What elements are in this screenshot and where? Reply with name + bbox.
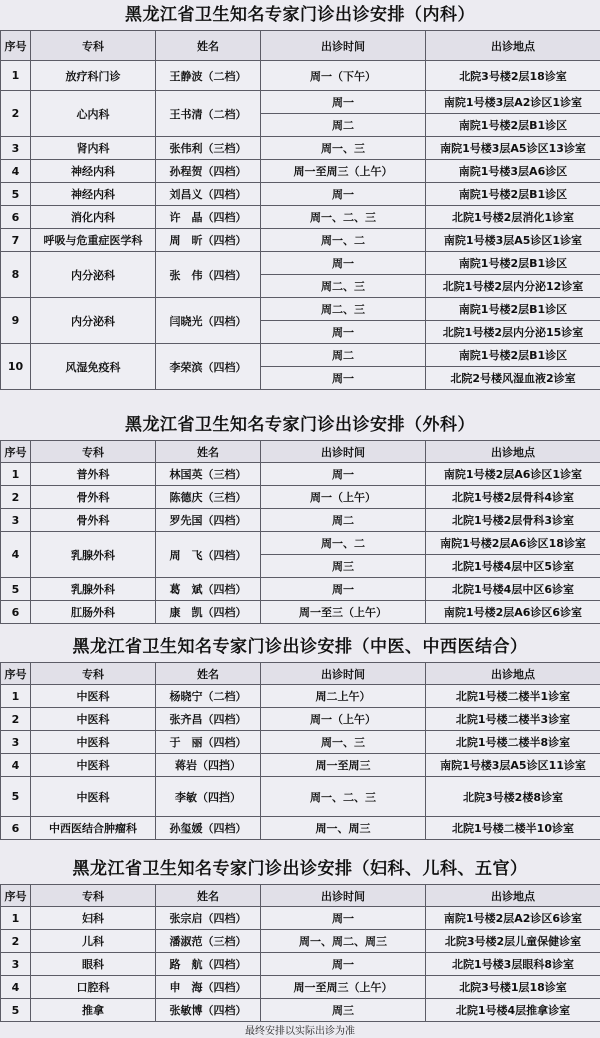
- header-dept: 专科: [31, 441, 156, 463]
- clinic-location: 南院1号楼2层B1诊区: [426, 344, 600, 367]
- table-row: [1, 160, 600, 183]
- table-row: [1, 754, 600, 777]
- row-number: 7: [1, 229, 31, 252]
- doctor-name: 李敏（四挡）: [156, 777, 261, 817]
- department: 乳腺外科: [31, 532, 156, 578]
- row-number: 1: [1, 61, 31, 91]
- section-title: 黑龙江省卫生知名专家门诊出诊安排（妇科、儿科、五官）: [72, 859, 528, 879]
- header-name: 姓名: [156, 441, 261, 463]
- header-row: [1, 31, 600, 61]
- row-number: 2: [1, 708, 31, 731]
- clinic-location: 北院1号楼二楼半3诊室: [426, 708, 600, 731]
- row-number: 2: [1, 91, 31, 137]
- table-row: [1, 252, 600, 275]
- row-number: 3: [1, 953, 31, 976]
- clinic-location: 北院1号楼4层中区6诊室: [426, 578, 600, 601]
- row-number: 5: [1, 578, 31, 601]
- department: 消化内科: [31, 206, 156, 229]
- header-row: [1, 663, 600, 685]
- header-row: [1, 441, 600, 463]
- schedule-table: [0, 662, 600, 840]
- clinic-time: 周一、二: [261, 532, 426, 555]
- clinic-time: 周三: [261, 555, 426, 578]
- clinic-location: 南院1号楼2层B1诊区: [426, 252, 600, 275]
- department: 中医科: [31, 708, 156, 731]
- doctor-name: 刘昌义（四档）: [156, 183, 261, 206]
- row-number: 4: [1, 754, 31, 777]
- row-number: 2: [1, 930, 31, 953]
- row-number: 5: [1, 777, 31, 817]
- table-row: [1, 61, 600, 91]
- doctor-name: 王静波（二档）: [156, 61, 261, 91]
- doctor-name: 康 凯（四档）: [156, 601, 261, 624]
- clinic-time: 周二: [261, 509, 426, 532]
- row-number: 5: [1, 999, 31, 1022]
- clinic-time: 周二: [261, 114, 426, 137]
- clinic-location: 北院1号楼2层骨科4诊室: [426, 486, 600, 509]
- department: 神经内科: [31, 183, 156, 206]
- clinic-time: 周二: [261, 344, 426, 367]
- header-row: [1, 885, 600, 907]
- row-number: 3: [1, 509, 31, 532]
- header-place: 出诊地点: [426, 441, 600, 463]
- table-row: [1, 463, 600, 486]
- department: 眼科: [31, 953, 156, 976]
- department: 中医科: [31, 685, 156, 708]
- clinic-time: 周一: [261, 953, 426, 976]
- table-row: [1, 601, 600, 624]
- clinic-time: 周一: [261, 91, 426, 114]
- row-number: 1: [1, 907, 31, 930]
- clinic-location: 北院3号楼1层18诊室: [426, 976, 600, 999]
- doctor-name: 张宗启（四档）: [156, 907, 261, 930]
- table-row: [1, 298, 600, 321]
- department: 呼吸与危重症医学科: [31, 229, 156, 252]
- clinic-time: 周一至周三（上午）: [261, 160, 426, 183]
- clinic-time: 周一、二、三: [261, 777, 426, 817]
- doctor-name: 葛 斌（四档）: [156, 578, 261, 601]
- clinic-location: 北院1号楼4层中区5诊室: [426, 555, 600, 578]
- clinic-location: 北院1号楼2层骨科3诊室: [426, 509, 600, 532]
- table-row: [1, 578, 600, 601]
- row-number: 4: [1, 532, 31, 578]
- clinic-time: 周一、周三: [261, 817, 426, 840]
- clinic-location: 北院1号楼2层消化1诊室: [426, 206, 600, 229]
- doctor-name: 陈德庆（三档）: [156, 486, 261, 509]
- header-no: 序号: [1, 663, 31, 685]
- header-dept: 专科: [31, 663, 156, 685]
- clinic-time: 周一至三（上午）: [261, 601, 426, 624]
- table-row: [1, 137, 600, 160]
- department: 中医科: [31, 731, 156, 754]
- header-no: 序号: [1, 885, 31, 907]
- schedule-section: [0, 632, 600, 840]
- table-row: [1, 817, 600, 840]
- department: 推拿: [31, 999, 156, 1022]
- clinic-location: 南院1号楼2层B1诊区: [426, 298, 600, 321]
- row-number: 6: [1, 601, 31, 624]
- row-number: 8: [1, 252, 31, 298]
- header-no: 序号: [1, 441, 31, 463]
- header-time: 出诊时间: [261, 885, 426, 907]
- table-row: [1, 229, 600, 252]
- department: 口腔科: [31, 976, 156, 999]
- table-row: [1, 907, 600, 930]
- clinic-time: 周一（上午）: [261, 708, 426, 731]
- doctor-name: 申 海（四档）: [156, 976, 261, 999]
- department: 内分泌科: [31, 298, 156, 344]
- table-row: [1, 532, 600, 555]
- row-number: 4: [1, 976, 31, 999]
- clinic-location: 北院3号楼2楼8诊室: [426, 777, 600, 817]
- doctor-name: 孙程贺（四档）: [156, 160, 261, 183]
- header-time: 出诊时间: [261, 441, 426, 463]
- department: 风湿免疫科: [31, 344, 156, 390]
- row-number: 4: [1, 160, 31, 183]
- clinic-location: 北院1号楼二楼半8诊室: [426, 731, 600, 754]
- clinic-location: 北院3号楼2层18诊室: [426, 61, 600, 91]
- doctor-name: 闫晓光（四档）: [156, 298, 261, 344]
- doctor-name: 张敏博（四档）: [156, 999, 261, 1022]
- clinic-time: 周一、二、三: [261, 206, 426, 229]
- doctor-name: 周 飞（四档）: [156, 532, 261, 578]
- header-time: 出诊时间: [261, 31, 426, 61]
- schedule-table: [0, 30, 600, 390]
- clinic-time: 周一（上午）: [261, 486, 426, 509]
- department: 放疗科门诊: [31, 61, 156, 91]
- department: 肛肠外科: [31, 601, 156, 624]
- footer-note: 最终安排以实际出诊为准: [245, 1026, 355, 1037]
- table-row: [1, 953, 600, 976]
- clinic-location: 南院1号楼2层A6诊区6诊室: [426, 601, 600, 624]
- clinic-location: 南院1号楼3层A5诊区13诊室: [426, 137, 600, 160]
- clinic-location: 南院1号楼3层A6诊区: [426, 160, 600, 183]
- clinic-location: 南院1号楼2层B1诊区: [426, 114, 600, 137]
- clinic-location: 南院1号楼3层A5诊区1诊室: [426, 229, 600, 252]
- clinic-location: 北院1号楼二楼半1诊室: [426, 685, 600, 708]
- doctor-name: 孙玺媛（四档）: [156, 817, 261, 840]
- header-dept: 专科: [31, 31, 156, 61]
- doctor-name: 周 昕（四档）: [156, 229, 261, 252]
- doctor-name: 张伟利（三档）: [156, 137, 261, 160]
- clinic-time: 周一至周三: [261, 754, 426, 777]
- department: 骨外科: [31, 509, 156, 532]
- row-number: 1: [1, 463, 31, 486]
- clinic-location: 北院1号楼3层眼科8诊室: [426, 953, 600, 976]
- schedule-section: [0, 854, 600, 1022]
- department: 中医科: [31, 754, 156, 777]
- clinic-location: 北院1号楼2层内分泌15诊室: [426, 321, 600, 344]
- clinic-time: 周二、三: [261, 298, 426, 321]
- doctor-name: 许 晶（四档）: [156, 206, 261, 229]
- clinic-time: 周一: [261, 907, 426, 930]
- clinic-time: 周一、周二、周三: [261, 930, 426, 953]
- department: 中医科: [31, 777, 156, 817]
- clinic-time: 周一至周三（上午）: [261, 976, 426, 999]
- header-time: 出诊时间: [261, 663, 426, 685]
- doctor-name: 蒋岩（四挡）: [156, 754, 261, 777]
- table-row: [1, 708, 600, 731]
- header-name: 姓名: [156, 31, 261, 61]
- clinic-time: 周一、二: [261, 229, 426, 252]
- clinic-location: 北院1号楼2层内分泌12诊室: [426, 275, 600, 298]
- clinic-time: 周一: [261, 183, 426, 206]
- row-number: 5: [1, 183, 31, 206]
- clinic-time: 周一、三: [261, 731, 426, 754]
- table-row: [1, 91, 600, 114]
- department: 乳腺外科: [31, 578, 156, 601]
- department: 内分泌科: [31, 252, 156, 298]
- clinic-location: 北院1号楼4层推拿诊室: [426, 999, 600, 1022]
- table-row: [1, 183, 600, 206]
- doctor-name: 杨晓宁（二档）: [156, 685, 261, 708]
- header-place: 出诊地点: [426, 885, 600, 907]
- doctor-name: 王书清（二档）: [156, 91, 261, 137]
- row-number: 9: [1, 298, 31, 344]
- row-number: 6: [1, 817, 31, 840]
- table-row: [1, 486, 600, 509]
- schedule-section: [0, 410, 600, 624]
- clinic-location: 南院1号楼2层B1诊区: [426, 183, 600, 206]
- schedule-section: [0, 0, 600, 390]
- row-number: 3: [1, 731, 31, 754]
- doctor-name: 路 航（四档）: [156, 953, 261, 976]
- clinic-time: 周二上午）: [261, 685, 426, 708]
- department: 中西医结合肿瘤科: [31, 817, 156, 840]
- department: 心内科: [31, 91, 156, 137]
- doctor-name: 罗先国（四档）: [156, 509, 261, 532]
- table-row: [1, 344, 600, 367]
- department: 肾内科: [31, 137, 156, 160]
- clinic-location: 北院3号楼2层儿童保健诊室: [426, 930, 600, 953]
- clinic-location: 南院1号楼3层A5诊区11诊室: [426, 754, 600, 777]
- department: 妇科: [31, 907, 156, 930]
- header-name: 姓名: [156, 885, 261, 907]
- clinic-location: 北院2号楼风湿血液2诊室: [426, 367, 600, 390]
- header-place: 出诊地点: [426, 31, 600, 61]
- table-row: [1, 509, 600, 532]
- section-title: 黑龙江省卫生知名专家门诊出诊安排（内科）: [125, 5, 475, 25]
- schedule-table: [0, 440, 600, 624]
- clinic-time: 周一: [261, 463, 426, 486]
- clinic-location: 北院1号楼二楼半10诊室: [426, 817, 600, 840]
- department: 普外科: [31, 463, 156, 486]
- row-number: 2: [1, 486, 31, 509]
- row-number: 6: [1, 206, 31, 229]
- clinic-location: 南院1号楼2层A2诊区6诊室: [426, 907, 600, 930]
- clinic-time: 周三: [261, 999, 426, 1022]
- header-place: 出诊地点: [426, 663, 600, 685]
- section-title: 黑龙江省卫生知名专家门诊出诊安排（中医、中西医结合）: [72, 637, 528, 657]
- doctor-name: 张齐昌（四档）: [156, 708, 261, 731]
- table-row: [1, 206, 600, 229]
- clinic-time: 周一: [261, 578, 426, 601]
- schedule-table: [0, 884, 600, 1022]
- department: 儿科: [31, 930, 156, 953]
- clinic-time: 周一: [261, 367, 426, 390]
- clinic-time: 周二、三: [261, 275, 426, 298]
- table-row: [1, 999, 600, 1022]
- clinic-time: 周一: [261, 252, 426, 275]
- row-number: 1: [1, 685, 31, 708]
- row-number: 3: [1, 137, 31, 160]
- doctor-name: 张 伟（四档）: [156, 252, 261, 298]
- clinic-location: 南院1号楼2层A6诊区1诊室: [426, 463, 600, 486]
- section-title: 黑龙江省卫生知名专家门诊出诊安排（外科）: [125, 415, 475, 435]
- clinic-time: 周一: [261, 321, 426, 344]
- department: 骨外科: [31, 486, 156, 509]
- header-name: 姓名: [156, 663, 261, 685]
- table-row: [1, 976, 600, 999]
- table-row: [1, 777, 600, 817]
- table-row: [1, 930, 600, 953]
- clinic-location: 南院1号楼3层A2诊区1诊室: [426, 91, 600, 114]
- doctor-name: 李荣滨（四档）: [156, 344, 261, 390]
- clinic-location: 南院1号楼2层A6诊区18诊室: [426, 532, 600, 555]
- header-dept: 专科: [31, 885, 156, 907]
- doctor-name: 于 丽（四档）: [156, 731, 261, 754]
- clinic-time: 周一（下午）: [261, 61, 426, 91]
- table-row: [1, 685, 600, 708]
- doctor-name: 林国英（三档）: [156, 463, 261, 486]
- header-no: 序号: [1, 31, 31, 61]
- row-number: 10: [1, 344, 31, 390]
- table-row: [1, 731, 600, 754]
- doctor-name: 潘淑范（三档）: [156, 930, 261, 953]
- department: 神经内科: [31, 160, 156, 183]
- clinic-time: 周一、三: [261, 137, 426, 160]
